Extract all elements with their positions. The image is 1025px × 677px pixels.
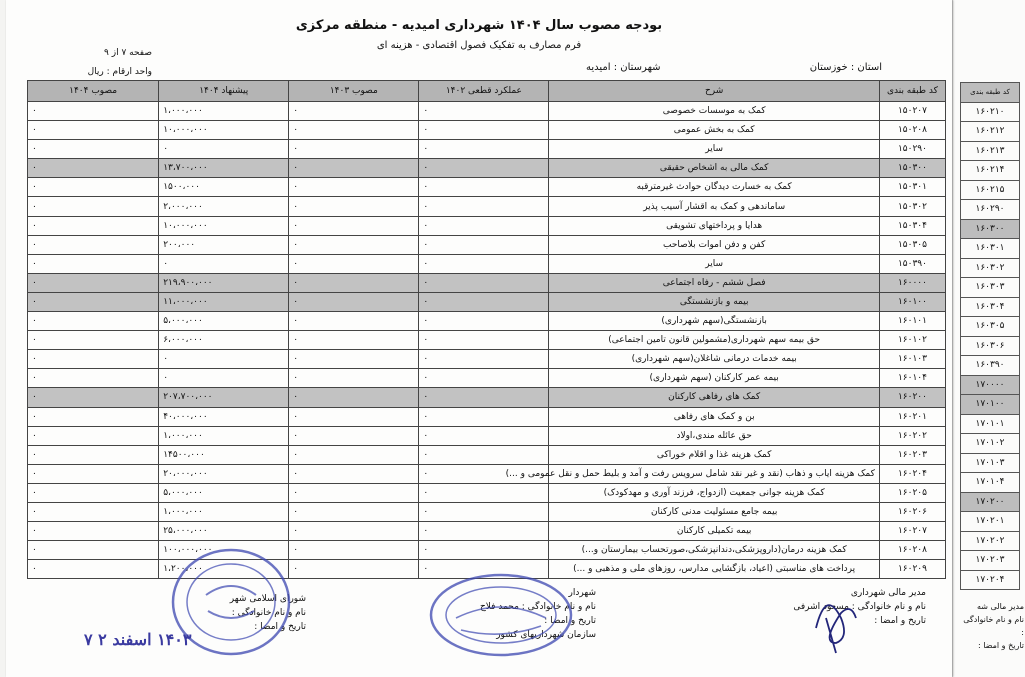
row-proposed-1404: ۵،۰۰۰،۰۰۰: [159, 312, 289, 331]
row-actual-1402: ۰: [419, 140, 549, 159]
mayor-org: سازمان شهرداریهای کشور: [496, 630, 596, 640]
table-row: [28, 388, 946, 407]
back-row-code: ۱۶۰۳۰۶: [961, 336, 1020, 356]
back-table-row: [961, 278, 1020, 298]
row-code: ۱۶۰۲۰۲: [879, 426, 945, 445]
row-approved-1404: ۰: [28, 369, 159, 388]
back-footer-title: مدیر مالی شه: [976, 602, 1024, 611]
back-table-row: [961, 161, 1020, 181]
row-actual-1402: ۰: [419, 522, 549, 541]
row-approved-1403: ۰: [289, 254, 419, 273]
back-table-row: [961, 473, 1020, 493]
row-approved-1403: ۰: [289, 197, 419, 216]
back-table-row: [961, 512, 1020, 532]
row-actual-1402: ۰: [419, 464, 549, 483]
table-row: [28, 292, 946, 311]
back-table-row: [961, 317, 1020, 337]
row-code: ۱۵۰۳۰۲: [879, 197, 945, 216]
back-sheet-table: [960, 82, 1020, 590]
back-header-row: [961, 83, 1020, 103]
col-code-header: کد طبقه بندی: [879, 81, 945, 102]
table-row: [28, 331, 946, 350]
table-row: [28, 464, 946, 483]
back-table-row: [961, 375, 1020, 395]
finance-title: مدیر مالی شهرداری: [850, 588, 926, 598]
row-actual-1402: ۰: [419, 426, 549, 445]
row-code: ۱۶۰۲۰۹: [879, 560, 945, 579]
row-proposed-1404: ۰: [159, 369, 289, 388]
table-row: [28, 216, 946, 235]
row-proposed-1404: ۱۳،۷۰۰،۰۰۰: [159, 159, 289, 178]
row-description: حق عائله مندی،اولاد: [549, 426, 880, 445]
row-code: ۱۵۰۳۹۰: [879, 254, 945, 273]
row-approved-1404: ۰: [28, 541, 159, 560]
back-row-code: ۱۶۰۲۱۵: [961, 180, 1020, 200]
back-row-code: ۱۷۰۲۰۰: [961, 492, 1020, 512]
row-code: ۱۵۰۳۰۵: [879, 235, 945, 254]
row-code: ۱۵۰۳۰۴: [879, 216, 945, 235]
row-approved-1403: ۰: [289, 178, 419, 197]
back-table-row: [961, 258, 1020, 278]
row-approved-1404: ۰: [28, 292, 159, 311]
row-actual-1402: ۰: [419, 159, 549, 178]
finance-sign-label: تاریخ و امضا :: [874, 616, 926, 626]
row-description: کمک های رفاهی کارکنان: [549, 388, 880, 407]
back-row-code: ۱۷۰۰۰۰: [961, 375, 1020, 395]
row-approved-1404: ۰: [28, 350, 159, 369]
row-approved-1403: ۰: [289, 407, 419, 426]
mayor-name: محمد فلاح: [480, 602, 519, 612]
row-description: کمک هزینه جوانی جمعیت (ازدواج، فرزند آوری و مهدکودک): [549, 483, 880, 502]
row-code: ۱۵۰۲۹۰: [879, 140, 945, 159]
row-proposed-1404: ۶،۰۰۰،۰۰۰: [159, 331, 289, 350]
row-proposed-1404: ۱،۲۰۰،۰۰۰: [159, 560, 289, 579]
row-approved-1404: ۰: [28, 445, 159, 464]
table-row: [28, 522, 946, 541]
back-row-code: ۱۷۰۲۰۲: [961, 531, 1020, 551]
back-footer-name-label: نام و نام خانوادگی :: [963, 615, 1024, 637]
row-approved-1404: ۰: [28, 273, 159, 292]
row-proposed-1404: ۱،۰۰۰،۰۰۰: [159, 502, 289, 521]
row-code: ۱۶۰۱۰۴: [879, 369, 945, 388]
row-approved-1404: ۰: [28, 235, 159, 254]
table-row: [28, 197, 946, 216]
row-approved-1403: ۰: [289, 502, 419, 521]
row-actual-1402: ۰: [419, 235, 549, 254]
row-proposed-1404: ۰: [159, 254, 289, 273]
back-table-row: [961, 219, 1020, 239]
back-row-code: ۱۶۰۳۰۱: [961, 239, 1020, 259]
row-description: فصل ششم - رفاه اجتماعی: [549, 273, 880, 292]
back-row-code: ۱۶۰۳۰۴: [961, 297, 1020, 317]
row-approved-1404: ۰: [28, 312, 159, 331]
back-row-code: ۱۶۰۳۰۳: [961, 278, 1020, 298]
row-approved-1403: ۰: [289, 350, 419, 369]
row-approved-1403: ۰: [289, 159, 419, 178]
row-proposed-1404: ۱۱،۰۰۰،۰۰۰: [159, 292, 289, 311]
row-actual-1402: ۰: [419, 102, 549, 121]
row-code: ۱۶۰۲۰۸: [879, 541, 945, 560]
row-actual-1402: ۰: [419, 445, 549, 464]
table-row: [28, 407, 946, 426]
row-code: ۱۶۰۲۰۱: [879, 407, 945, 426]
row-approved-1404: ۰: [28, 331, 159, 350]
row-approved-1404: ۰: [28, 464, 159, 483]
table-row: [28, 483, 946, 502]
row-proposed-1404: ۵،۰۰۰،۰۰۰: [159, 483, 289, 502]
city-label: شهرستان : امیدیه: [586, 62, 661, 73]
back-table-row: [961, 102, 1020, 122]
back-row-code: ۱۷۰۲۰۱: [961, 512, 1020, 532]
page-info: [32, 44, 152, 82]
row-approved-1403: ۰: [289, 140, 419, 159]
row-description: بیمه جامع مسئولیت مدنی کارکنان: [549, 502, 880, 521]
table-row: [28, 140, 946, 159]
table-row: [28, 502, 946, 521]
back-table-row: [961, 239, 1020, 259]
row-proposed-1404: ۱،۰۰۰،۰۰۰: [159, 102, 289, 121]
back-table-row: [961, 180, 1020, 200]
handwritten-date: ۱۴۰۳ اسفند ۲ ۷: [84, 630, 192, 649]
row-description: کمک هزینه درمان(داروپزشکی،دندانپزشکی،صورتحساب بیمارستان و...): [549, 541, 880, 560]
back-sheet-footer: [960, 600, 1024, 652]
back-table-row: [961, 570, 1020, 590]
row-description: کمک مالی به اشخاص حقیقی: [549, 159, 880, 178]
row-description: بیمه تکمیلی کارکنان: [549, 522, 880, 541]
row-proposed-1404: ۱۰،۰۰۰،۰۰۰: [159, 216, 289, 235]
table-row: [28, 445, 946, 464]
row-approved-1404: ۰: [28, 102, 159, 121]
row-approved-1404: ۰: [28, 254, 159, 273]
back-table-row: [961, 356, 1020, 376]
row-code: ۱۶۰۰۰۰: [879, 273, 945, 292]
row-proposed-1404: ۰: [159, 140, 289, 159]
back-table-row: [961, 492, 1020, 512]
row-proposed-1404: ۴۰،۰۰۰،۰۰۰: [159, 407, 289, 426]
row-actual-1402: ۰: [419, 273, 549, 292]
back-footer-sign-label: تاریخ و امضا :: [978, 641, 1024, 650]
finance-signature: [806, 568, 866, 658]
table-row: [28, 273, 946, 292]
row-approved-1403: ۰: [289, 121, 419, 140]
row-actual-1402: ۰: [419, 254, 549, 273]
back-table-row: [961, 336, 1020, 356]
table-row: [28, 121, 946, 140]
row-description: کمک هزینه غذا و اقلام خوراکی: [549, 445, 880, 464]
row-approved-1403: ۰: [289, 483, 419, 502]
row-actual-1402: ۰: [419, 292, 549, 311]
row-proposed-1404: ۲۰۷،۷۰۰،۰۰۰: [159, 388, 289, 407]
row-approved-1403: ۰: [289, 464, 419, 483]
row-description: بیمه و بازنشستگی: [549, 292, 880, 311]
row-code: ۱۶۰۱۰۲: [879, 331, 945, 350]
row-approved-1404: ۰: [28, 426, 159, 445]
row-actual-1402: ۰: [419, 197, 549, 216]
row-approved-1403: ۰: [289, 292, 419, 311]
row-description: ساماندهی و کمک به اقشار آسیب پذیر: [549, 197, 880, 216]
row-code: ۱۵۰۲۰۸: [879, 121, 945, 140]
col-approved-1403-header: مصوب ۱۴۰۳: [289, 81, 419, 102]
back-table-row: [961, 141, 1020, 161]
row-approved-1403: ۰: [289, 331, 419, 350]
document-title: بودجه مصوب سال ۱۴۰۴ شهرداری امیدیه - منطقه مرکزی: [295, 18, 663, 33]
back-table-row: [961, 414, 1020, 434]
row-approved-1403: ۰: [289, 388, 419, 407]
row-proposed-1404: ۱۰،۰۰۰،۰۰۰: [159, 121, 289, 140]
back-row-code: ۱۷۰۲۰۴: [961, 570, 1020, 590]
table-row: [28, 159, 946, 178]
row-code: ۱۵۰۳۰۰: [879, 159, 945, 178]
row-proposed-1404: ۲۰۰،۰۰۰: [159, 235, 289, 254]
back-row-code: ۱۷۰۱۰۱: [961, 414, 1020, 434]
row-approved-1404: ۰: [28, 388, 159, 407]
row-approved-1403: ۰: [289, 216, 419, 235]
row-approved-1404: ۰: [28, 178, 159, 197]
row-approved-1404: ۰: [28, 483, 159, 502]
row-description: بیمه عمر کارکنان (سهم شهرداری): [549, 369, 880, 388]
back-row-code: ۱۶۰۳۹۰: [961, 356, 1020, 376]
mayor-title: شهردار: [568, 588, 596, 598]
council-sign-label: تاریخ و امضا :: [254, 622, 306, 632]
ministry-stamp-seal: [426, 570, 576, 660]
row-code: ۱۶۰۱۰۰: [879, 292, 945, 311]
row-approved-1404: ۰: [28, 140, 159, 159]
row-description: بازنشستگی(سهم شهرداری): [549, 312, 880, 331]
row-actual-1402: ۰: [419, 407, 549, 426]
back-row-code: ۱۷۰۱۰۳: [961, 453, 1020, 473]
row-approved-1403: ۰: [289, 541, 419, 560]
back-table-row: [961, 453, 1020, 473]
row-actual-1402: ۰: [419, 178, 549, 197]
row-approved-1403: ۰: [289, 369, 419, 388]
row-description: بیمه خدمات درمانی شاغلان(سهم شهرداری): [549, 350, 880, 369]
table-row: [28, 369, 946, 388]
finance-name: مسعود اشرفی: [793, 602, 849, 612]
mayor-name-label: نام و نام خانوادگی :: [521, 602, 596, 612]
finance-name-label: نام و نام خانوادگی :: [851, 602, 926, 612]
row-proposed-1404: ۱۵۰۰،۰۰۰: [159, 178, 289, 197]
page-number: صفحه ۷ از ۹: [104, 48, 152, 58]
table-row: [28, 426, 946, 445]
row-approved-1403: ۰: [289, 312, 419, 331]
row-code: ۱۶۰۱۰۱: [879, 312, 945, 331]
units-label: واحد ارقام : ریال: [87, 67, 152, 77]
budget-sheet: [6, 0, 952, 677]
row-description: سایر: [549, 254, 880, 273]
row-proposed-1404: ۲،۰۰۰،۰۰۰: [159, 197, 289, 216]
back-row-code: ۱۶۰۲۱۳: [961, 141, 1020, 161]
back-row-code: ۱۶۰۲۹۰: [961, 200, 1020, 220]
row-approved-1404: ۰: [28, 560, 159, 579]
back-table-row: [961, 122, 1020, 142]
row-code: ۱۶۰۲۰۷: [879, 522, 945, 541]
row-code: ۱۶۰۲۰۳: [879, 445, 945, 464]
row-actual-1402: ۰: [419, 560, 549, 579]
back-row-code: ۱۶۰۳۰۲: [961, 258, 1020, 278]
back-table-row: [961, 200, 1020, 220]
row-description: کمک به بخش عمومی: [549, 121, 880, 140]
row-actual-1402: ۰: [419, 216, 549, 235]
row-proposed-1404: ۱،۰۰۰،۰۰۰: [159, 426, 289, 445]
back-row-code: ۱۷۰۱۰۴: [961, 473, 1020, 493]
row-code: ۱۶۰۱۰۳: [879, 350, 945, 369]
table-row: [28, 254, 946, 273]
back-row-code: ۱۶۰۳۰۰: [961, 219, 1020, 239]
back-row-code: ۱۶۰۲۱۰: [961, 102, 1020, 122]
table-row: [28, 312, 946, 331]
col-desc-header: شرح: [549, 81, 880, 102]
col-approved-1404-header: مصوب ۱۴۰۴: [28, 81, 159, 102]
col-actual-1402-header: عملکرد قطعی ۱۴۰۲: [419, 81, 549, 102]
row-proposed-1404: ۰: [159, 350, 289, 369]
back-table-row: [961, 297, 1020, 317]
row-description: بن و کمک های رفاهی: [549, 407, 880, 426]
table-row: [28, 235, 946, 254]
row-approved-1404: ۰: [28, 502, 159, 521]
row-approved-1404: ۰: [28, 522, 159, 541]
council-name-label: نام و نام خانوادگی :: [231, 608, 306, 618]
province-label: استان : خوزستان: [809, 62, 882, 73]
row-approved-1403: ۰: [289, 235, 419, 254]
row-approved-1404: ۰: [28, 121, 159, 140]
row-actual-1402: ۰: [419, 312, 549, 331]
row-approved-1404: ۰: [28, 159, 159, 178]
row-description: کمک به خسارت دیدگان حوادث غیرمترقبه: [549, 178, 880, 197]
back-row-code: ۱۷۰۱۰۰: [961, 395, 1020, 415]
row-actual-1402: ۰: [419, 502, 549, 521]
row-code: ۱۶۰۲۰۴: [879, 464, 945, 483]
back-row-code: ۱۶۰۲۱۴: [961, 161, 1020, 181]
row-code: ۱۵۰۲۰۷: [879, 102, 945, 121]
row-proposed-1404: ۱۰۰،۰۰۰،۰۰۰: [159, 541, 289, 560]
back-row-code: ۱۷۰۱۰۲: [961, 434, 1020, 454]
back-table-row: [961, 551, 1020, 571]
row-description: پرداخت های مناسبتی (اعیاد، بازگشایی مدارس، روزهای ملی و مذهبی و ...): [549, 560, 880, 579]
row-description: کمک هزینه ایاب و ذهاب (نقد و غیر نقد شامل سرویس رفت و آمد و بلیط حمل و نقل عمومی و ...): [549, 464, 880, 483]
council-label: شورای اسلامی شهر: [229, 594, 306, 604]
row-proposed-1404: ۱۴۵۰۰،۰۰۰: [159, 445, 289, 464]
table-header-row: [28, 81, 946, 102]
table-row: [28, 350, 946, 369]
row-approved-1404: ۰: [28, 216, 159, 235]
mayor-sign-label: تاریخ و امضا :: [544, 616, 596, 626]
back-row-code: ۱۶۰۲۱۲: [961, 122, 1020, 142]
row-actual-1402: ۰: [419, 350, 549, 369]
row-code: ۱۶۰۲۰۵: [879, 483, 945, 502]
table-row: [28, 102, 946, 121]
back-table-row: [961, 531, 1020, 551]
table-row: [28, 178, 946, 197]
row-code: ۱۵۰۳۰۱: [879, 178, 945, 197]
row-description: کمک به موسسات خصوصی: [549, 102, 880, 121]
row-approved-1404: ۰: [28, 197, 159, 216]
budget-table: [27, 80, 946, 579]
row-approved-1403: ۰: [289, 426, 419, 445]
row-actual-1402: ۰: [419, 331, 549, 350]
back-table-row: [961, 434, 1020, 454]
row-approved-1404: ۰: [28, 407, 159, 426]
row-approved-1403: ۰: [289, 522, 419, 541]
row-proposed-1404: ۲۰،۰۰۰،۰۰۰: [159, 464, 289, 483]
row-description: سایر: [549, 140, 880, 159]
row-code: ۱۶۰۲۰۰: [879, 388, 945, 407]
row-actual-1402: ۰: [419, 121, 549, 140]
row-approved-1403: ۰: [289, 560, 419, 579]
row-approved-1403: ۰: [289, 273, 419, 292]
row-actual-1402: ۰: [419, 388, 549, 407]
row-actual-1402: ۰: [419, 369, 549, 388]
back-row-code: ۱۶۰۳۰۵: [961, 317, 1020, 337]
row-approved-1403: ۰: [289, 445, 419, 464]
col-proposed-1404-header: پیشنهاد ۱۴۰۴: [159, 81, 289, 102]
row-description: حق بیمه سهم شهرداری(مشمولین قانون تامین اجتماعی): [549, 331, 880, 350]
row-actual-1402: ۰: [419, 541, 549, 560]
back-row-code: ۱۷۰۲۰۳: [961, 551, 1020, 571]
row-description: کفن و دفن اموات بلاصاحب: [549, 235, 880, 254]
row-actual-1402: ۰: [419, 483, 549, 502]
row-proposed-1404: ۲۱۹،۹۰۰،۰۰۰: [159, 273, 289, 292]
document-subtitle: فرم مصارف به تفکیک فصول اقتصادی - هزینه ای: [376, 40, 582, 51]
row-description: هدایا و پرداختهای تشویقی: [549, 216, 880, 235]
row-code: ۱۶۰۲۰۶: [879, 502, 945, 521]
row-approved-1403: ۰: [289, 102, 419, 121]
back-table-row: [961, 395, 1020, 415]
back-code-header: کد طبقه بندی: [961, 83, 1020, 103]
row-proposed-1404: ۲۵،۰۰۰،۰۰۰: [159, 522, 289, 541]
